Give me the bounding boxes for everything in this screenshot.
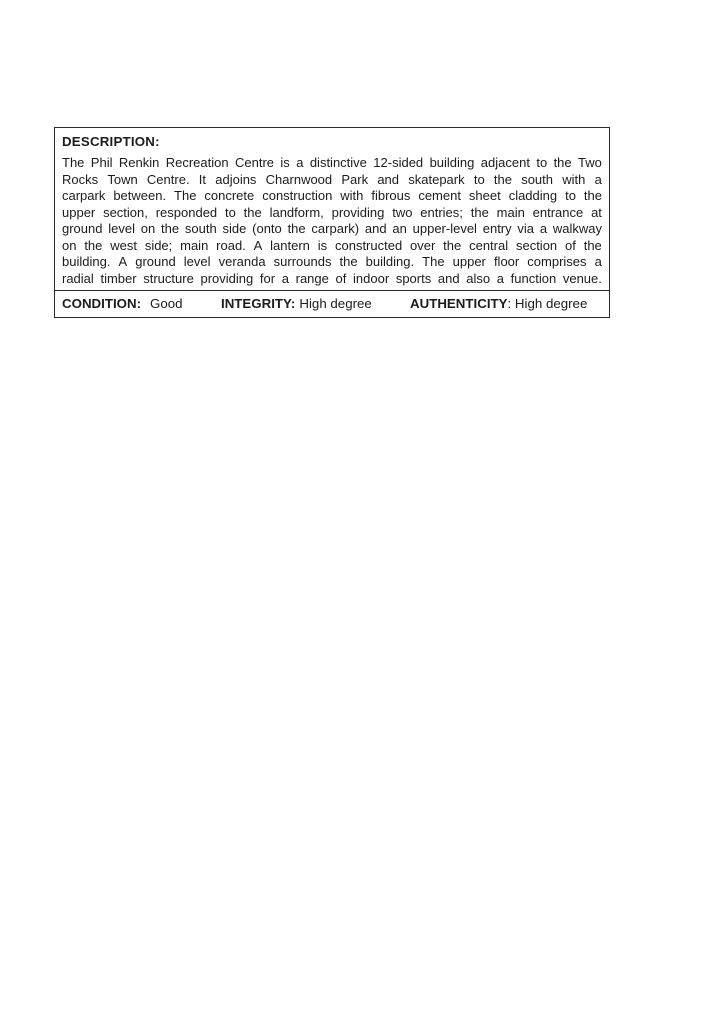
description-line: building. A ground level veranda surrounds the building. The upper floor comprises a [62, 254, 602, 269]
description-line: ground level on the south side (onto the carpark) and an upper-level entry via a walkway [62, 221, 602, 236]
description-line: on the west side; main road. A lantern is constructed over the central section of the [62, 237, 602, 253]
description-line: The Phil Renkin Recreation Centre is a distinctive 12-sided building adjacent to the Two [62, 155, 602, 170]
heritage-record-box [54, 127, 610, 318]
description-line: radial timber structure providing for a range of indoor sports and also a function venue. [62, 270, 602, 286]
description-section [55, 128, 609, 290]
description-line: Rocks Town Centre. It adjoins Charnwood Park and skatepark to the south with a [62, 171, 602, 187]
condition-value: Good [150, 296, 183, 311]
authenticity-label: AUTHENTICITY [410, 296, 508, 311]
condition-field [62, 296, 221, 312]
description-line: upper section, responded to the landform, providing two entries; the main entrance at [62, 204, 602, 220]
authenticity-value: : High degree [507, 296, 588, 311]
description-heading: DESCRIPTION: [62, 134, 160, 149]
integrity-label: INTEGRITY: [221, 296, 296, 311]
authenticity-field [410, 296, 602, 312]
description-line: carpark between. The concrete construction with fibrous cement sheet cladding to the [62, 188, 602, 203]
integrity-value: High degree [299, 296, 372, 311]
integrity-field [221, 296, 410, 312]
condition-label: CONDITION: [62, 296, 142, 311]
description-paragraph [62, 155, 602, 287]
status-row [55, 290, 609, 317]
